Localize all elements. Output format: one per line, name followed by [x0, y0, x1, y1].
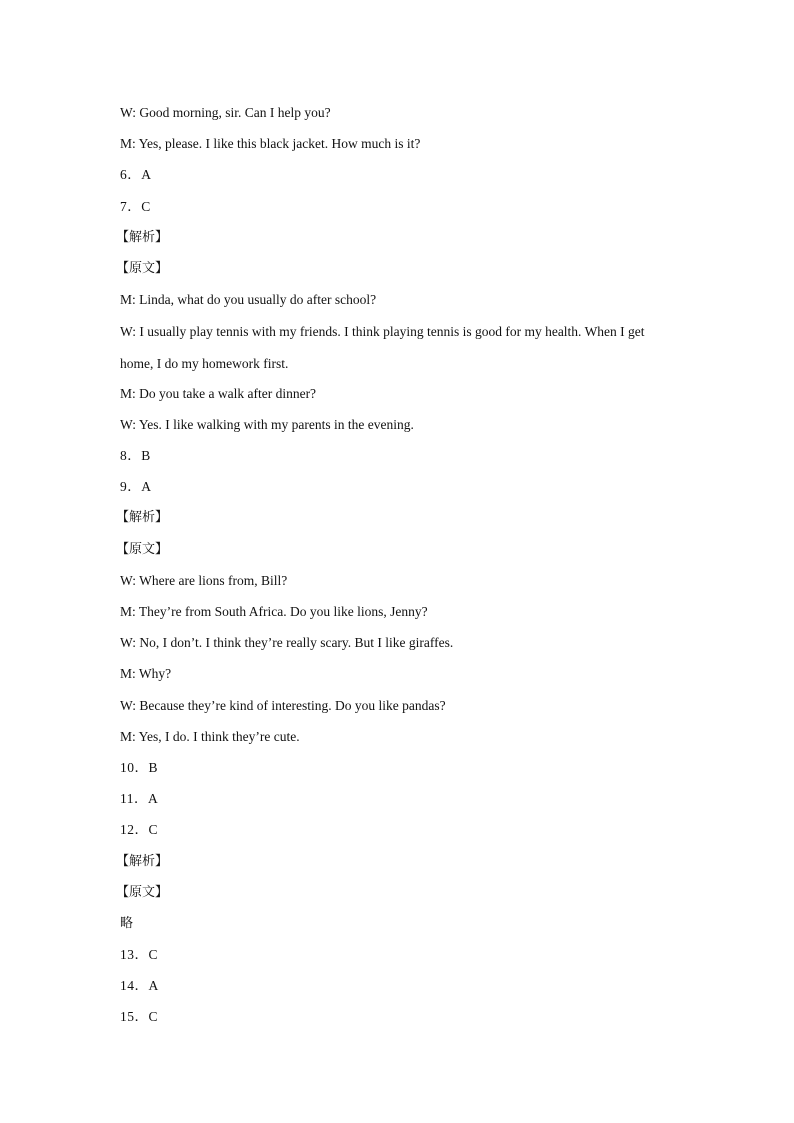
answer-line: 7．C	[120, 198, 151, 214]
answer-line: 11．A	[120, 791, 159, 807]
transcript-heading: 【原文】	[116, 884, 169, 900]
dialogue-line: M: Yes, I do. I think they’re cute.	[120, 728, 300, 744]
dialogue-line: M: Linda, what do you usually do after school?	[120, 292, 377, 308]
dialogue-line: W: Yes. I like walking with my parents in the evening.	[120, 416, 414, 432]
answer-line: 13．C	[120, 947, 159, 963]
answer-line: 10．B	[120, 759, 159, 775]
analysis-heading: 【解析】	[116, 229, 169, 245]
answer-line: 14．A	[120, 978, 159, 994]
analysis-heading: 【解析】	[116, 853, 169, 869]
dialogue-line: M: Why?	[120, 666, 172, 682]
dialogue-line: M: Yes, please. I like this black jacket. How much is it?	[120, 136, 421, 152]
answer-line: 6．A	[120, 167, 152, 183]
dialogue-line: W: No, I don’t. I think they’re really scary. But I like giraffes.	[120, 635, 454, 651]
dialogue-line: W: Where are lions from, Bill?	[120, 572, 288, 588]
answer-line: 12．C	[120, 822, 159, 838]
answer-line: 15．C	[120, 1009, 159, 1025]
transcript-heading: 【原文】	[116, 260, 169, 276]
dialogue-line: W: I usually play tennis with my friends. I think playing tennis is good for my health. When I get home, I do my homework first.	[120, 324, 645, 371]
transcript-heading: 【原文】	[116, 541, 169, 557]
document-body	[116, 102, 680, 1038]
dialogue-line: W: Because they’re kind of interesting. Do you like pandas?	[120, 697, 446, 713]
answer-line: 9．A	[120, 479, 152, 495]
dialogue-line: M: Do you take a walk after dinner?	[120, 385, 317, 401]
analysis-heading: 【解析】	[116, 510, 169, 526]
dialogue-line: M: They’re from South Africa. Do you like lions, Jenny?	[120, 604, 428, 620]
answer-line: 8．B	[120, 448, 151, 464]
dialogue-line: W: Good morning, sir. Can I help you?	[120, 105, 331, 120]
omitted-text: 略	[120, 915, 134, 931]
